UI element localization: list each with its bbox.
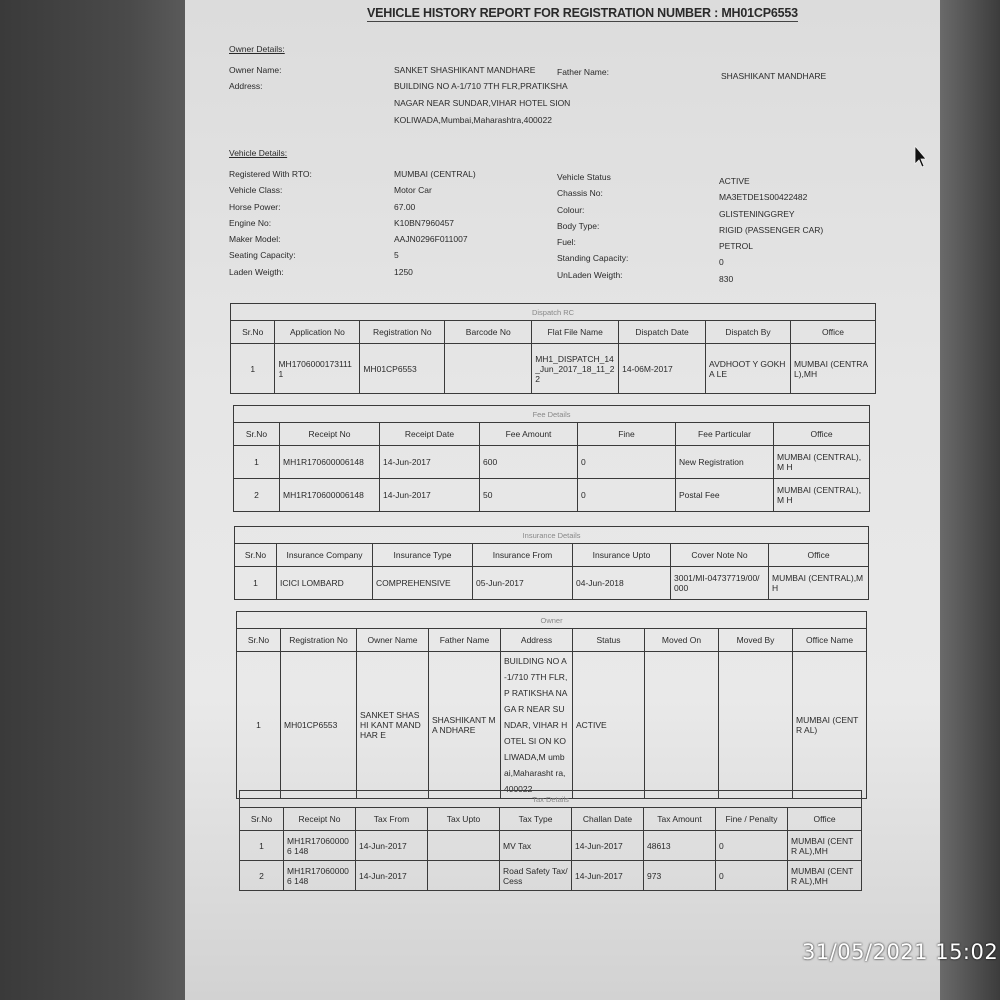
fee-caption: Fee Details: [234, 406, 870, 423]
column-header: Insurance From: [473, 544, 573, 567]
vehicle-label: Body Type:: [557, 220, 600, 231]
dispatch-caption: Dispatch RC: [231, 304, 876, 321]
table-cell: 1: [231, 344, 275, 394]
column-header: Fee Particular: [676, 423, 774, 446]
column-header: Tax Upto: [428, 808, 500, 831]
table-cell: [719, 652, 793, 799]
vehicle-label: Laden Weigth:: [229, 266, 284, 277]
table-cell: MUMBAI (CENTRA L),MH: [790, 344, 875, 394]
report-document: [227, 0, 879, 900]
vehicle-value: AAJN0296F011007: [394, 234, 468, 245]
table-cell: 0: [578, 479, 676, 512]
dispatch-table: [230, 303, 876, 394]
column-header: Insurance Upto: [573, 544, 671, 567]
table-cell: MV Tax: [500, 831, 572, 861]
vehicle-right-values: [719, 173, 823, 287]
table-cell: COMPREHENSIVE: [373, 567, 473, 600]
table-cell: ACTIVE: [573, 652, 645, 799]
vehicle-value: 0: [719, 257, 724, 268]
owner-table: [236, 611, 867, 799]
table-cell: SANKET SHASHI KANT MANDHAR E: [357, 652, 429, 799]
vehicle-value: GLISTENINGGREY: [719, 208, 795, 219]
table-cell: 2: [234, 479, 280, 512]
column-header: Tax Type: [500, 808, 572, 831]
vehicle-value: ACTIVE: [719, 176, 750, 186]
table-row: [235, 567, 869, 600]
table-cell: 14-Jun-2017: [380, 479, 480, 512]
table-cell: Road Safety Tax/ Cess: [500, 861, 572, 891]
vehicle-value: MUMBAI (CENTRAL): [394, 169, 476, 179]
column-header: Address: [501, 629, 573, 652]
column-header: Sr.No: [234, 423, 280, 446]
vehicle-value: 5: [394, 250, 399, 261]
table-cell: 1: [235, 567, 277, 600]
owner-name: SANKET SHASHIKANT MANDHARE: [394, 65, 536, 75]
table-cell: MH01CP6553: [360, 344, 445, 394]
column-header: Dispatch Date: [619, 321, 706, 344]
owner-labels: [229, 62, 281, 95]
column-header: Sr.No: [231, 321, 275, 344]
vehicle-value: Motor Car: [394, 185, 432, 196]
column-header: Receipt No: [280, 423, 380, 446]
vehicle-value: 830: [719, 273, 734, 284]
vehicle-value: MA3ETDE1S00422482: [719, 192, 808, 203]
vehicle-details-heading: Vehicle Details:: [229, 148, 288, 158]
table-cell: MH1R170600006 148: [284, 861, 356, 891]
address-line: BUILDING NO A-1/710 7TH FLR,PRATIKSHA: [394, 81, 568, 91]
vehicle-left-labels: [229, 166, 312, 280]
column-header: Insurance Type: [373, 544, 473, 567]
column-header: Flat File Name: [532, 321, 619, 344]
photo-timestamp: 31/05/2021 15:02: [802, 940, 999, 964]
vehicle-label: Registered With RTO:: [229, 169, 312, 179]
table-cell: 04-Jun-2018: [573, 567, 671, 600]
table-cell: 14-Jun-2017: [356, 831, 428, 861]
table-cell: MUMBAI (CENTR AL),MH: [788, 861, 862, 891]
table-cell: MUMBAI (CENTRAL),M H: [774, 446, 870, 479]
table-row: [234, 446, 870, 479]
table-cell: 48613: [644, 831, 716, 861]
address-line: NAGAR NEAR SUNDAR,VIHAR HOTEL SION: [394, 98, 571, 108]
table-cell: SHASHIKANT MA NDHARE: [429, 652, 501, 799]
report-title: VEHICLE HISTORY REPORT FOR REGISTRATION NUMBER : MH01CP6553: [367, 6, 798, 20]
table-cell: BUILDING NO A-1/710 7TH FLR,P RATIKSHA NAGA R NEAR SUNDAR, VIHAR HOTEL SI ON KOLIWADA,M umbai,Maharasht ra,400022: [501, 652, 573, 799]
address-label: Address:: [229, 81, 263, 92]
vehicle-label: Engine No:: [229, 217, 272, 228]
owner-caption: Owner: [237, 612, 867, 629]
column-header: Registration No: [281, 629, 357, 652]
column-header: Tax Amount: [644, 808, 716, 831]
table-cell: 1: [240, 831, 284, 861]
column-header: Fee Amount: [480, 423, 578, 446]
column-header: Office: [790, 321, 875, 344]
column-header: Office: [774, 423, 870, 446]
table-cell: ICICI LOMBARD: [277, 567, 373, 600]
table-cell: [428, 831, 500, 861]
vehicle-label: Vehicle Status: [557, 172, 611, 182]
vehicle-label: Standing Capacity:: [557, 253, 629, 264]
column-header: Tax From: [356, 808, 428, 831]
report-page: [185, 0, 940, 1000]
table-row: [237, 652, 867, 799]
table-cell: MH1706000173111 1: [275, 344, 360, 394]
column-header: Cover Note No: [671, 544, 769, 567]
table-cell: 0: [716, 861, 788, 891]
owner-name-value: [394, 62, 535, 78]
table-cell: [428, 861, 500, 891]
column-header: Registration No: [360, 321, 445, 344]
column-header: Sr.No: [240, 808, 284, 831]
tax-caption: Tax Details: [240, 791, 862, 808]
table-cell: 0: [578, 446, 676, 479]
column-header: Fine: [578, 423, 676, 446]
column-header: Father Name: [429, 629, 501, 652]
table-cell: 14-Jun-2017: [572, 861, 644, 891]
vehicle-value: 1250: [394, 266, 413, 277]
table-cell: [445, 344, 532, 394]
column-header: Barcode No: [445, 321, 532, 344]
vehicle-left-values: [394, 166, 476, 280]
column-header: Owner Name: [357, 629, 429, 652]
vehicle-label: Vehicle Class:: [229, 185, 283, 196]
father-name-value: SHASHIKANT MANDHARE: [721, 71, 827, 81]
address-line: KOLIWADA,Mumbai,Maharashtra,400022: [394, 115, 552, 125]
table-cell: 1: [234, 446, 280, 479]
vehicle-label: Fuel:: [557, 237, 576, 248]
vehicle-label: Seating Capacity:: [229, 250, 296, 261]
column-header: Receipt No: [284, 808, 356, 831]
insurance-caption: Insurance Details: [235, 527, 869, 544]
vehicle-value: RIGID (PASSENGER CAR): [719, 224, 824, 235]
table-cell: MUMBAI (CENTR AL): [793, 652, 867, 799]
table-row: [231, 344, 876, 394]
table-cell: 2: [240, 861, 284, 891]
mouse-cursor-icon: [914, 145, 928, 169]
vehicle-label: Colour:: [557, 204, 585, 215]
vehicle-label: Maker Model:: [229, 234, 281, 245]
column-header: Challan Date: [572, 808, 644, 831]
column-header: Status: [573, 629, 645, 652]
column-header: Fine / Penalty: [716, 808, 788, 831]
vehicle-value: PETROL: [719, 241, 754, 252]
column-header: Receipt Date: [380, 423, 480, 446]
column-header: Dispatch By: [706, 321, 791, 344]
vehicle-value: 67.00: [394, 201, 416, 212]
table-cell: 14-Jun-2017: [380, 446, 480, 479]
column-header: Insurance Company: [277, 544, 373, 567]
fee-table: [233, 405, 870, 512]
column-header: Sr.No: [235, 544, 277, 567]
table-cell: Postal Fee: [676, 479, 774, 512]
table-cell: New Registration: [676, 446, 774, 479]
vehicle-value: K10BN7960457: [394, 217, 455, 228]
column-header: Moved On: [645, 629, 719, 652]
table-cell: 14-06M-2017: [619, 344, 706, 394]
table-row: [240, 831, 862, 861]
owner-details-heading: Owner Details:: [229, 44, 285, 54]
table-cell: MH1R170600006148: [280, 446, 380, 479]
column-header: Office: [769, 544, 869, 567]
tax-table: [239, 790, 862, 891]
table-cell: 3001/MI-04737719/00/ 000: [671, 567, 769, 600]
father-name-label: Father Name:: [557, 67, 609, 77]
column-header: Office Name: [793, 629, 867, 652]
table-cell: 600: [480, 446, 578, 479]
table-cell: 0: [716, 831, 788, 861]
column-header: Sr.No: [237, 629, 281, 652]
owner-name-label: Owner Name:: [229, 65, 282, 75]
background-left: [0, 0, 185, 1000]
table-cell: MUMBAI (CENTR AL),MH: [788, 831, 862, 861]
table-cell: 1: [237, 652, 281, 799]
column-header: Office: [788, 808, 862, 831]
vehicle-label: UnLaden Weigth:: [557, 269, 623, 280]
table-cell: MH1_DISPATCH_14 _Jun_2017_18_11_2 2: [532, 344, 619, 394]
vehicle-label: Chassis No:: [557, 188, 603, 199]
table-cell: 973: [644, 861, 716, 891]
table-cell: MH1R170600006148: [280, 479, 380, 512]
table-row: [234, 479, 870, 512]
insurance-table: [234, 526, 869, 600]
table-cell: 14-Jun-2017: [572, 831, 644, 861]
table-cell: MH01CP6553: [281, 652, 357, 799]
column-header: Moved By: [719, 629, 793, 652]
table-cell: AVDHOOT Y GOKHA LE: [706, 344, 791, 394]
background-right: [940, 0, 1000, 1000]
table-cell: 50: [480, 479, 578, 512]
table-cell: 14-Jun-2017: [356, 861, 428, 891]
table-row: [240, 861, 862, 891]
owner-address: [394, 78, 584, 129]
vehicle-right-labels: [557, 169, 628, 283]
table-cell: 05-Jun-2017: [473, 567, 573, 600]
table-cell: MUMBAI (CENTRAL),M H: [769, 567, 869, 600]
table-cell: MUMBAI (CENTRAL),M H: [774, 479, 870, 512]
column-header: Application No: [275, 321, 360, 344]
table-cell: [645, 652, 719, 799]
vehicle-label: Horse Power:: [229, 201, 281, 212]
table-cell: MH1R170600006 148: [284, 831, 356, 861]
